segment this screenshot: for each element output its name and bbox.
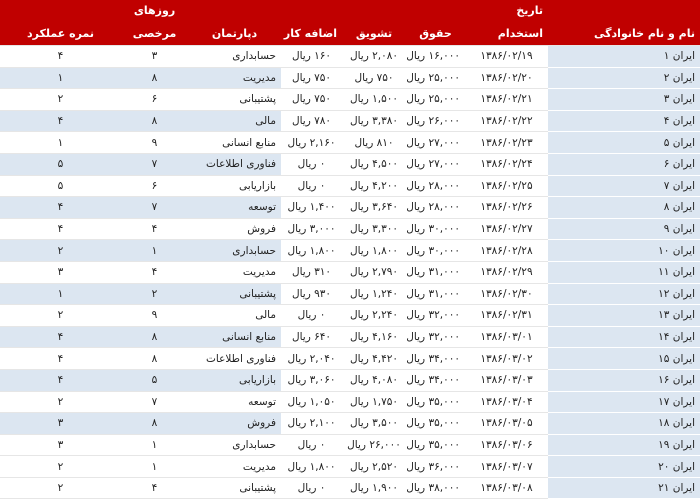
hire-date-cell[interactable]: ۱۳۸۶/۰۳/۰۲ [465, 348, 548, 370]
performance-cell[interactable]: ۴ [0, 110, 121, 132]
overtime-cell[interactable]: ۰ ریال [281, 305, 342, 327]
performance-cell[interactable]: ۱ [0, 67, 121, 89]
table-row [0, 261, 700, 283]
table-row [0, 132, 700, 154]
overtime-cell[interactable]: ۳,۰۰۰ ریال [281, 218, 342, 240]
table-row [0, 175, 700, 197]
leave-cell[interactable]: ۶ [121, 175, 188, 197]
salary-cell[interactable]: ۳۵,۰۰۰ ریال [406, 391, 465, 413]
leave-cell[interactable]: ۶ [121, 89, 188, 111]
bonus-cell[interactable]: ۲۶,۰۰۰ ریال [342, 434, 406, 456]
name-cell[interactable]: ایران ۲۰ [548, 456, 700, 478]
hire-date-cell[interactable]: ۱۳۸۶/۰۲/۲۳ [465, 132, 548, 154]
header-bonus[interactable]: تشویق [342, 21, 406, 46]
header-empty-salary [406, 0, 465, 21]
table-row [0, 391, 700, 413]
salary-cell[interactable]: ۲۷,۰۰۰ ریال [406, 153, 465, 175]
salary-cell[interactable]: ۳۶,۰۰۰ ریال [406, 456, 465, 478]
leave-cell[interactable]: ۴ [121, 261, 188, 283]
name-cell[interactable]: ایران ۱۹ [548, 434, 700, 456]
salary-cell[interactable]: ۲۶,۰۰۰ ریال [406, 110, 465, 132]
department-cell[interactable]: پشتیبانی [188, 89, 281, 111]
performance-cell[interactable]: ۴ [0, 46, 121, 68]
name-cell[interactable]: ایران ۱۲ [548, 283, 700, 305]
overtime-cell[interactable]: ۳,۰۶۰ ریال [281, 369, 342, 391]
salary-cell[interactable]: ۲۷,۰۰۰ ریال [406, 132, 465, 154]
bonus-cell[interactable]: ۲,۰۸۰ ریال [342, 46, 406, 68]
name-cell[interactable]: ایران ۵ [548, 132, 700, 154]
table-row [0, 110, 700, 132]
header-leave[interactable]: مرخصی [121, 21, 188, 46]
overtime-cell[interactable]: ۳۱۰ ریال [281, 261, 342, 283]
name-cell[interactable]: ایران ۱۵ [548, 348, 700, 370]
hire-date-cell[interactable]: ۱۳۸۶/۰۲/۲۲ [465, 110, 548, 132]
leave-cell[interactable]: ۱ [121, 456, 188, 478]
hire-date-cell[interactable]: ۱۳۸۶/۰۲/۲۷ [465, 218, 548, 240]
name-cell[interactable]: ایران ۱۷ [548, 391, 700, 413]
name-cell[interactable]: ایران ۷ [548, 175, 700, 197]
overtime-cell[interactable]: ۲,۱۶۰ ریال [281, 132, 342, 154]
overtime-cell[interactable]: ۹۳۰ ریال [281, 283, 342, 305]
leave-cell[interactable]: ۸ [121, 348, 188, 370]
table-row [0, 283, 700, 305]
overtime-cell[interactable]: ۷۵۰ ریال [281, 67, 342, 89]
overtime-cell[interactable]: ۱,۰۵۰ ریال [281, 391, 342, 413]
hire-date-cell[interactable]: ۱۳۸۶/۰۲/۲۴ [465, 153, 548, 175]
performance-cell[interactable]: ۳ [0, 261, 121, 283]
overtime-cell[interactable]: ۶۴۰ ریال [281, 326, 342, 348]
leave-cell[interactable]: ۳ [121, 46, 188, 68]
leave-cell[interactable]: ۹ [121, 305, 188, 327]
bonus-cell[interactable]: ۲,۷۹۰ ریال [342, 261, 406, 283]
table-row [0, 67, 700, 89]
hire-date-cell[interactable]: ۱۳۸۶/۰۲/۲۹ [465, 261, 548, 283]
table-row [0, 197, 700, 219]
table-row [0, 456, 700, 478]
name-cell[interactable]: ایران ۲۱ [548, 477, 700, 499]
header-department[interactable]: دپارتمان [188, 21, 281, 46]
hire-date-cell[interactable]: ۱۳۸۶/۰۳/۰۵ [465, 413, 548, 435]
leave-cell[interactable]: ۸ [121, 326, 188, 348]
salary-cell[interactable]: ۲۸,۰۰۰ ریال [406, 197, 465, 219]
table-row [0, 240, 700, 262]
leave-cell[interactable]: ۹ [121, 132, 188, 154]
table-row [0, 305, 700, 327]
salary-cell[interactable]: ۱۶,۰۰۰ ریال [406, 46, 465, 68]
leave-cell[interactable]: ۴ [121, 477, 188, 499]
leave-cell[interactable]: ۵ [121, 369, 188, 391]
department-cell[interactable]: فناوری اطلاعات [188, 348, 281, 370]
bonus-cell[interactable]: ۴,۰۸۰ ریال [342, 369, 406, 391]
salary-cell[interactable]: ۳۰,۰۰۰ ریال [406, 240, 465, 262]
header-date-group: تاریخ [465, 0, 548, 21]
department-cell[interactable]: مالی [188, 110, 281, 132]
bonus-cell[interactable]: ۴,۲۰۰ ریال [342, 175, 406, 197]
bonus-cell[interactable]: ۳,۳۸۰ ریال [342, 110, 406, 132]
name-cell[interactable]: ایران ۱۰ [548, 240, 700, 262]
name-cell[interactable]: ایران ۲ [548, 67, 700, 89]
name-cell[interactable]: ایران ۱۴ [548, 326, 700, 348]
department-cell[interactable]: پشتیبانی [188, 283, 281, 305]
table-row [0, 413, 700, 435]
hire-date-cell[interactable]: ۱۳۸۶/۰۳/۰۴ [465, 391, 548, 413]
performance-cell[interactable]: ۱ [0, 283, 121, 305]
overtime-cell[interactable]: ۱,۸۰۰ ریال [281, 456, 342, 478]
leave-cell[interactable]: ۴ [121, 218, 188, 240]
overtime-cell[interactable]: ۰ ریال [281, 153, 342, 175]
overtime-cell[interactable]: ۱,۴۰۰ ریال [281, 197, 342, 219]
department-cell[interactable]: حسابداری [188, 434, 281, 456]
department-cell[interactable]: فروش [188, 218, 281, 240]
table-row [0, 348, 700, 370]
name-cell[interactable]: ایران ۱ [548, 46, 700, 68]
performance-cell[interactable]: ۴ [0, 369, 121, 391]
bonus-cell[interactable]: ۲,۲۴۰ ریال [342, 305, 406, 327]
salary-cell[interactable]: ۳۴,۰۰۰ ریال [406, 369, 465, 391]
salary-cell[interactable]: ۲۵,۰۰۰ ریال [406, 67, 465, 89]
performance-cell[interactable]: ۴ [0, 218, 121, 240]
performance-cell[interactable]: ۲ [0, 456, 121, 478]
performance-cell[interactable]: ۴ [0, 348, 121, 370]
department-cell[interactable]: بازاریابی [188, 175, 281, 197]
bonus-cell[interactable]: ۱,۹۰۰ ریال [342, 477, 406, 499]
department-cell[interactable]: منابع انسانی [188, 132, 281, 154]
performance-cell[interactable]: ۲ [0, 89, 121, 111]
department-cell[interactable]: حسابداری [188, 46, 281, 68]
department-cell[interactable]: مدیریت [188, 456, 281, 478]
salary-cell[interactable]: ۳۲,۰۰۰ ریال [406, 326, 465, 348]
leave-cell[interactable]: ۸ [121, 110, 188, 132]
name-cell[interactable]: ایران ۱۱ [548, 261, 700, 283]
bonus-cell[interactable]: ۱,۵۰۰ ریال [342, 89, 406, 111]
name-cell[interactable]: ایران ۳ [548, 89, 700, 111]
leave-cell[interactable]: ۷ [121, 153, 188, 175]
performance-cell[interactable]: ۵ [0, 175, 121, 197]
header-hire-date[interactable]: استخدام [465, 21, 548, 46]
header-empty-bonus [342, 0, 406, 21]
hire-date-cell[interactable]: ۱۳۸۶/۰۲/۳۱ [465, 305, 548, 327]
leave-cell[interactable]: ۸ [121, 67, 188, 89]
performance-cell[interactable]: ۳ [0, 413, 121, 435]
header-empty-name [548, 0, 700, 21]
overtime-cell[interactable]: ۰ ریال [281, 175, 342, 197]
bonus-cell[interactable]: ۱,۷۵۰ ریال [342, 391, 406, 413]
leave-cell[interactable]: ۷ [121, 197, 188, 219]
hire-date-cell[interactable]: ۱۳۸۶/۰۳/۰۳ [465, 369, 548, 391]
hire-date-cell[interactable]: ۱۳۸۶/۰۳/۰۸ [465, 477, 548, 499]
bonus-cell[interactable]: ۳,۵۰۰ ریال [342, 413, 406, 435]
header-days-group: روزهای [121, 0, 188, 21]
overtime-cell[interactable]: ۰ ریال [281, 434, 342, 456]
department-cell[interactable]: پشتیبانی [188, 477, 281, 499]
overtime-cell[interactable]: ۰ ریال [281, 477, 342, 499]
bonus-cell[interactable]: ۲,۵۲۰ ریال [342, 456, 406, 478]
overtime-cell[interactable]: ۲,۰۴۰ ریال [281, 348, 342, 370]
performance-cell[interactable]: ۲ [0, 305, 121, 327]
header-empty-performance [0, 0, 121, 21]
table-row [0, 46, 700, 68]
hire-date-cell[interactable]: ۱۳۸۶/۰۲/۲۵ [465, 175, 548, 197]
department-cell[interactable]: مدیریت [188, 67, 281, 89]
salary-cell[interactable]: ۲۵,۰۰۰ ریال [406, 89, 465, 111]
table-row [0, 434, 700, 456]
department-cell[interactable]: مدیریت [188, 261, 281, 283]
bonus-cell[interactable]: ۴,۱۶۰ ریال [342, 326, 406, 348]
table-row [0, 89, 700, 111]
hire-date-cell[interactable]: ۱۳۸۶/۰۲/۲۱ [465, 89, 548, 111]
name-cell[interactable]: ایران ۹ [548, 218, 700, 240]
performance-cell[interactable]: ۲ [0, 391, 121, 413]
hire-date-cell[interactable]: ۱۳۸۶/۰۲/۱۹ [465, 46, 548, 68]
performance-cell[interactable]: ۲ [0, 240, 121, 262]
bonus-cell[interactable]: ۸۱۰ ریال [342, 132, 406, 154]
bonus-cell[interactable]: ۱,۸۰۰ ریال [342, 240, 406, 262]
bonus-cell[interactable]: ۳,۶۴۰ ریال [342, 197, 406, 219]
department-cell[interactable]: بازاریابی [188, 369, 281, 391]
department-cell[interactable]: فناوری اطلاعات [188, 153, 281, 175]
performance-cell[interactable]: ۲ [0, 477, 121, 499]
hire-date-cell[interactable]: ۱۳۸۶/۰۲/۲۰ [465, 67, 548, 89]
table-row [0, 153, 700, 175]
name-cell[interactable]: ایران ۱۳ [548, 305, 700, 327]
salary-cell[interactable]: ۳۵,۰۰۰ ریال [406, 413, 465, 435]
hire-date-cell[interactable]: ۱۳۸۶/۰۲/۲۸ [465, 240, 548, 262]
leave-cell[interactable]: ۷ [121, 391, 188, 413]
performance-cell[interactable]: ۴ [0, 197, 121, 219]
hire-date-cell[interactable]: ۱۳۸۶/۰۲/۳۰ [465, 283, 548, 305]
salary-cell[interactable]: ۳۱,۰۰۰ ریال [406, 261, 465, 283]
leave-cell[interactable]: ۱ [121, 240, 188, 262]
name-cell[interactable]: ایران ۱۶ [548, 369, 700, 391]
table-row [0, 369, 700, 391]
department-cell[interactable]: حسابداری [188, 240, 281, 262]
salary-cell[interactable]: ۳۲,۰۰۰ ریال [406, 305, 465, 327]
name-cell[interactable]: ایران ۴ [548, 110, 700, 132]
hire-date-cell[interactable]: ۱۳۸۶/۰۳/۰۶ [465, 434, 548, 456]
salary-cell[interactable]: ۳۴,۰۰۰ ریال [406, 348, 465, 370]
salary-cell[interactable]: ۲۸,۰۰۰ ریال [406, 175, 465, 197]
header-empty-overtime [281, 0, 342, 21]
salary-cell[interactable]: ۳۱,۰۰۰ ریال [406, 283, 465, 305]
header-salary[interactable]: حقوق [406, 21, 465, 46]
overtime-cell[interactable]: ۲,۱۰۰ ریال [281, 413, 342, 435]
leave-cell[interactable]: ۲ [121, 283, 188, 305]
header-name[interactable]: نام و نام خانوادگی [548, 21, 700, 46]
department-cell[interactable]: فروش [188, 413, 281, 435]
bonus-cell[interactable]: ۷۵۰ ریال [342, 67, 406, 89]
table-body [0, 46, 700, 499]
department-cell[interactable]: مالی [188, 305, 281, 327]
table-row [0, 218, 700, 240]
leave-cell[interactable]: ۱ [121, 434, 188, 456]
department-cell[interactable]: منابع انسانی [188, 326, 281, 348]
performance-cell[interactable]: ۵ [0, 153, 121, 175]
overtime-cell[interactable]: ۷۸۰ ریال [281, 110, 342, 132]
hire-date-cell[interactable]: ۱۳۸۶/۰۲/۲۶ [465, 197, 548, 219]
department-cell[interactable]: توسعه [188, 197, 281, 219]
performance-cell[interactable]: ۱ [0, 132, 121, 154]
overtime-cell[interactable]: ۱۶۰ ریال [281, 46, 342, 68]
header-empty-department [188, 0, 281, 21]
bonus-cell[interactable]: ۱,۲۴۰ ریال [342, 283, 406, 305]
overtime-cell[interactable]: ۱,۸۰۰ ریال [281, 240, 342, 262]
header-overtime[interactable]: اضافه کار [281, 21, 342, 46]
header-performance[interactable]: نمره عملکرد [0, 21, 121, 46]
table-row [0, 326, 700, 348]
salary-cell[interactable]: ۳۸,۰۰۰ ریال [406, 477, 465, 499]
bonus-cell[interactable]: ۳,۳۰۰ ریال [342, 218, 406, 240]
bonus-cell[interactable]: ۴,۵۰۰ ریال [342, 153, 406, 175]
performance-cell[interactable]: ۴ [0, 326, 121, 348]
salary-cell[interactable]: ۳۵,۰۰۰ ریال [406, 434, 465, 456]
salary-cell[interactable]: ۳۰,۰۰۰ ریال [406, 218, 465, 240]
name-cell[interactable]: ایران ۱۸ [548, 413, 700, 435]
table-row [0, 477, 700, 499]
bonus-cell[interactable]: ۴,۴۲۰ ریال [342, 348, 406, 370]
name-cell[interactable]: ایران ۸ [548, 197, 700, 219]
department-cell[interactable]: توسعه [188, 391, 281, 413]
hire-date-cell[interactable]: ۱۳۸۶/۰۳/۰۷ [465, 456, 548, 478]
performance-cell[interactable]: ۳ [0, 434, 121, 456]
table-header [0, 0, 700, 46]
name-cell[interactable]: ایران ۶ [548, 153, 700, 175]
overtime-cell[interactable]: ۷۵۰ ریال [281, 89, 342, 111]
leave-cell[interactable]: ۸ [121, 413, 188, 435]
hire-date-cell[interactable]: ۱۳۸۶/۰۳/۰۱ [465, 326, 548, 348]
